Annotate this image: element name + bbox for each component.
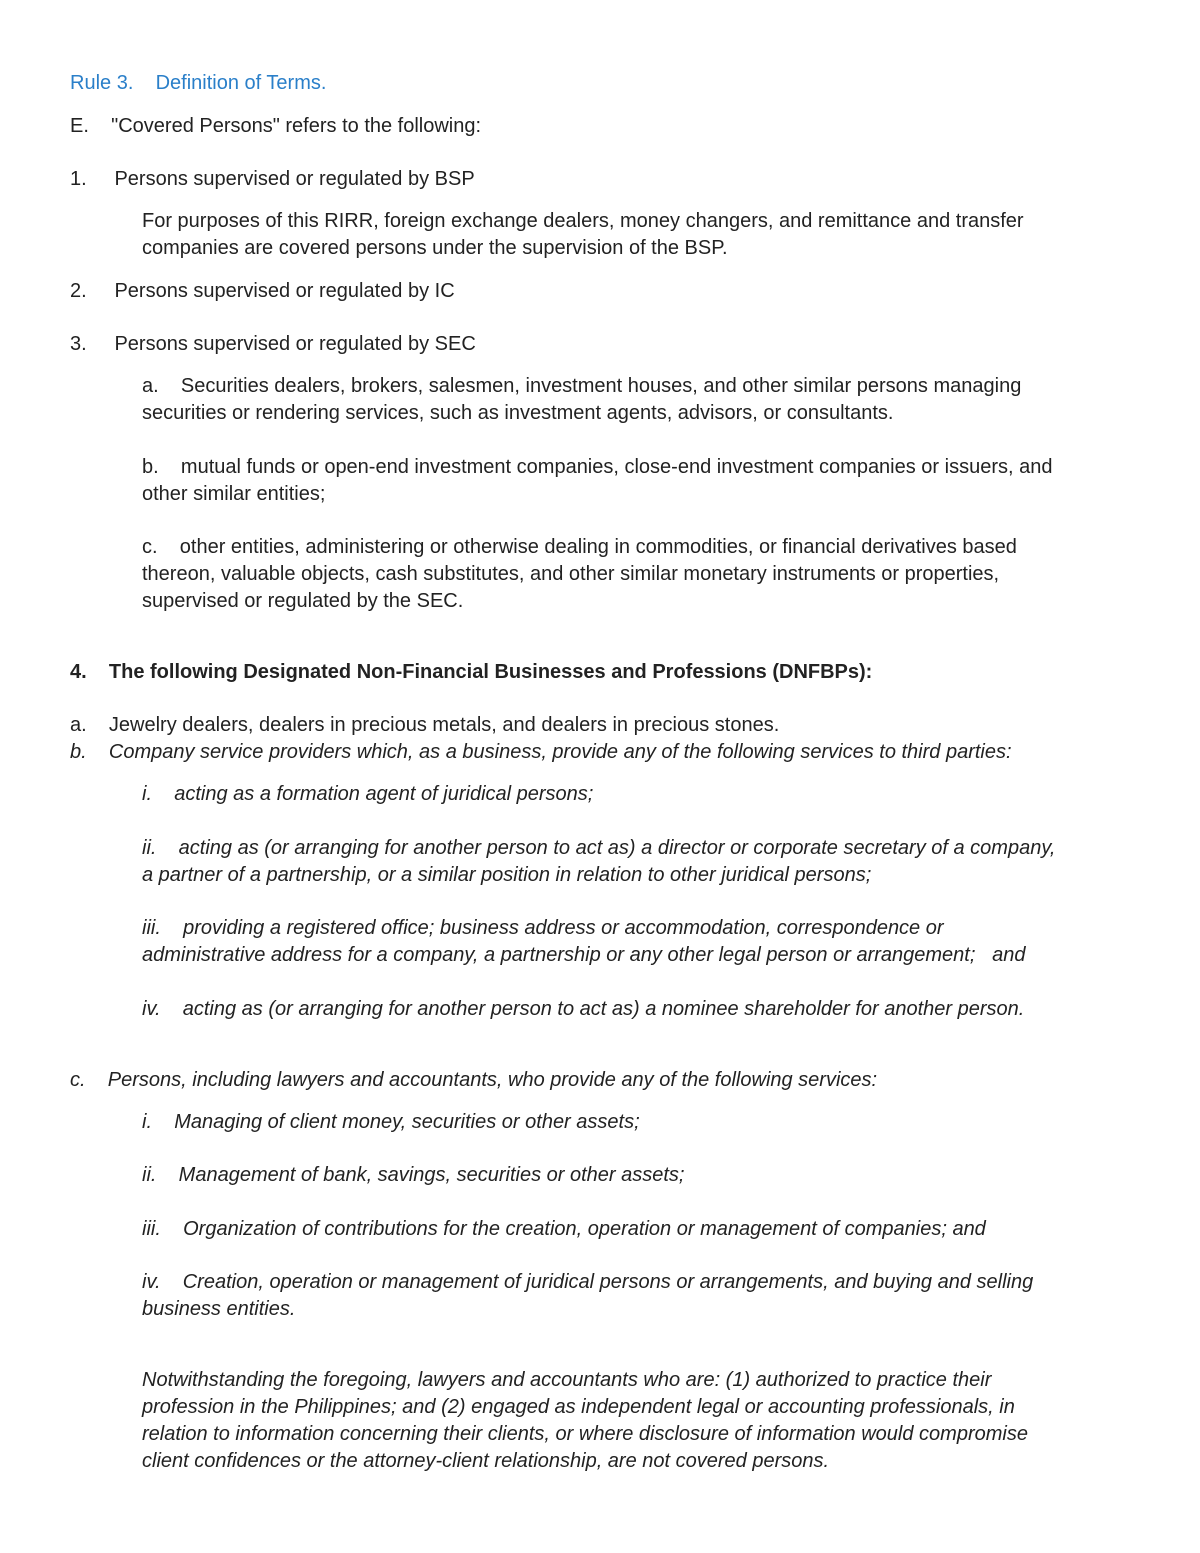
item-3b-line-2: other similar entities; bbox=[142, 483, 326, 505]
item-3b-line-1: b. mutual funds or open-end investment companies, close-end investment companies or issuers, and bbox=[142, 456, 1053, 478]
notwithstanding-line-3: relation to information concerning their clients, or where disclosure of information would compromise bbox=[142, 1423, 1028, 1445]
notwithstanding-line-1: Notwithstanding the foregoing, lawyers and accountants who are: (1) authorized to practice their bbox=[142, 1369, 992, 1391]
item-4b: b. Company service providers which, as a business, provide any of the following services to third parties: bbox=[70, 741, 1012, 763]
definition-intro: E. "Covered Persons" refers to the following: bbox=[70, 115, 482, 137]
item-3a-line-1: a. Securities dealers, brokers, salesmen, investment houses, and other similar persons managing bbox=[142, 375, 1022, 397]
item-4b-i: i. acting as a formation agent of juridical persons; bbox=[142, 783, 594, 805]
item-4c-i: i. Managing of client money, securities or other assets; bbox=[142, 1111, 640, 1133]
item-4a: a. Jewelry dealers, dealers in precious metals, and dealers in precious stones. bbox=[70, 714, 780, 736]
item-4-heading: 4. The following Designated Non-Financial Businesses and Professions (DNFBPs): bbox=[70, 661, 873, 683]
item-4c-iv-line-2: business entities. bbox=[142, 1298, 296, 1320]
notwithstanding-line-2: profession in the Philippines; and (2) engaged as independent legal or accounting professionals, in bbox=[142, 1396, 1015, 1418]
item-3c-line-2: thereon, valuable objects, cash substitutes, and other similar monetary instruments or properties, bbox=[142, 563, 1000, 585]
rule-title: Rule 3. Definition of Terms. bbox=[70, 72, 327, 94]
item-4b-iii-line-2: administrative address for a company, a partnership or any other legal person or arrangement; and bbox=[142, 944, 1026, 966]
notwithstanding-line-4: client confidences or the attorney-client relationship, are not covered persons. bbox=[142, 1450, 830, 1472]
item-4b-ii-line-2: a partner of a partnership, or a similar position in relation to other juridical persons; bbox=[142, 864, 872, 886]
item-3-heading: 3. Persons supervised or regulated by SEC bbox=[70, 333, 476, 355]
item-4b-ii-line-1: ii. acting as (or arranging for another person to act as) a director or corporate secretary of a company, bbox=[142, 837, 1056, 859]
item-4c-ii: ii. Management of bank, savings, securities or other assets; bbox=[142, 1164, 685, 1186]
item-3a-line-2: securities or rendering services, such as investment agents, advisors, or consultants. bbox=[142, 402, 894, 424]
item-3c-line-3: supervised or regulated by the SEC. bbox=[142, 590, 464, 612]
item-4c-iv-line-1: iv. Creation, operation or management of juridical persons or arrangements, and buying and selling bbox=[142, 1271, 1034, 1293]
item-3c-line-1: c. other entities, administering or otherwise dealing in commodities, or financial derivatives based bbox=[142, 536, 1017, 558]
item-2-heading: 2. Persons supervised or regulated by IC bbox=[70, 280, 455, 302]
item-4b-iii-line-1: iii. providing a registered office; business address or accommodation, correspondence or bbox=[142, 917, 944, 939]
item-4c-iii: iii. Organization of contributions for the creation, operation or management of companies; and bbox=[142, 1218, 986, 1240]
item-4b-iv: iv. acting as (or arranging for another person to act as) a nominee shareholder for another person. bbox=[142, 998, 1025, 1020]
item-1-heading: 1. Persons supervised or regulated by BSP bbox=[70, 168, 475, 190]
item-4c: c. Persons, including lawyers and accountants, who provide any of the following services: bbox=[70, 1069, 878, 1091]
item-1-note-line-1: For purposes of this RIRR, foreign exchange dealers, money changers, and remittance and transfer bbox=[142, 210, 1024, 232]
item-1-note-line-2: companies are covered persons under the supervision of the BSP. bbox=[142, 237, 728, 259]
